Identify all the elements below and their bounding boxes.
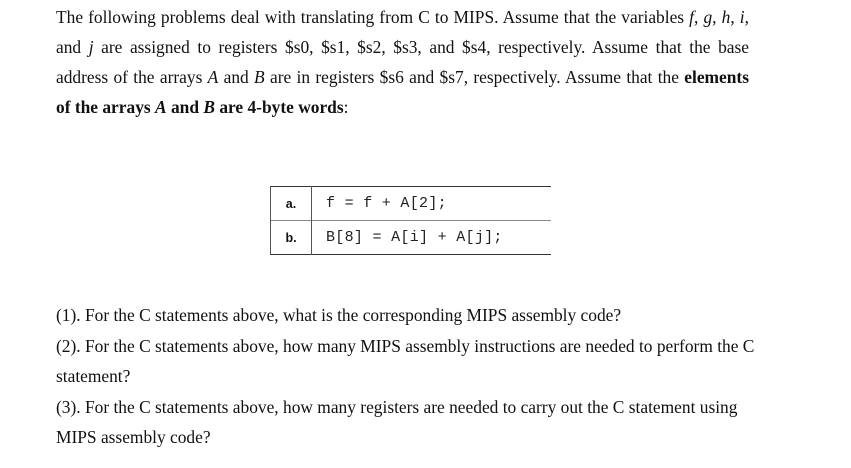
table-row (271, 187, 552, 221)
array-b: B (254, 67, 265, 87)
row-label: b. (271, 221, 312, 255)
row-label: a. (271, 187, 312, 221)
variable-g: g (703, 7, 713, 27)
variable-h: h (721, 7, 731, 27)
question-item: (2). For the C statements above, how many MIPS assembly instructions are needed to perform the C statement? (56, 335, 755, 386)
question-item: (1). For the C statements above, what is the corresponding MIPS assembly code? (56, 305, 622, 325)
question-item: (3). For the C statements above, how many registers are needed to carry out the C statement using MIPS assembly code? (56, 396, 738, 447)
table-row (271, 221, 552, 255)
emphasis: elements of the arrays A and B are 4-byte words (56, 67, 749, 117)
intro-text: are assigned to registers $s0, $s1, $s2, $s3, and $s4, respectively. Assume that the base address of the arrays (56, 37, 749, 87)
array-a: A (207, 67, 219, 87)
variable-i: i (739, 7, 745, 27)
c-statement: B[8] = A[i] + A[j]; (312, 221, 552, 255)
array-b: B (203, 97, 215, 117)
array-a: A (155, 97, 167, 117)
variable-f: f (689, 7, 695, 27)
intro-text: : (343, 97, 349, 117)
intro-text: are in registers $s6 and $s7, respectively. Assume that the (264, 67, 685, 87)
problem-intro (56, 2, 749, 122)
intro-text: and (218, 67, 255, 87)
intro-text: , (712, 7, 722, 27)
intro-text: The following problems deal with translating from C to MIPS. Assume that the variables (56, 7, 690, 27)
intro-text: , (730, 7, 740, 27)
intro-text: , and (56, 7, 749, 57)
intro-text: , (694, 7, 704, 27)
variable-j: j (88, 37, 94, 57)
c-statement: f = f + A[2]; (326, 195, 447, 212)
c-statements-table (270, 186, 551, 255)
question-list (56, 300, 756, 453)
